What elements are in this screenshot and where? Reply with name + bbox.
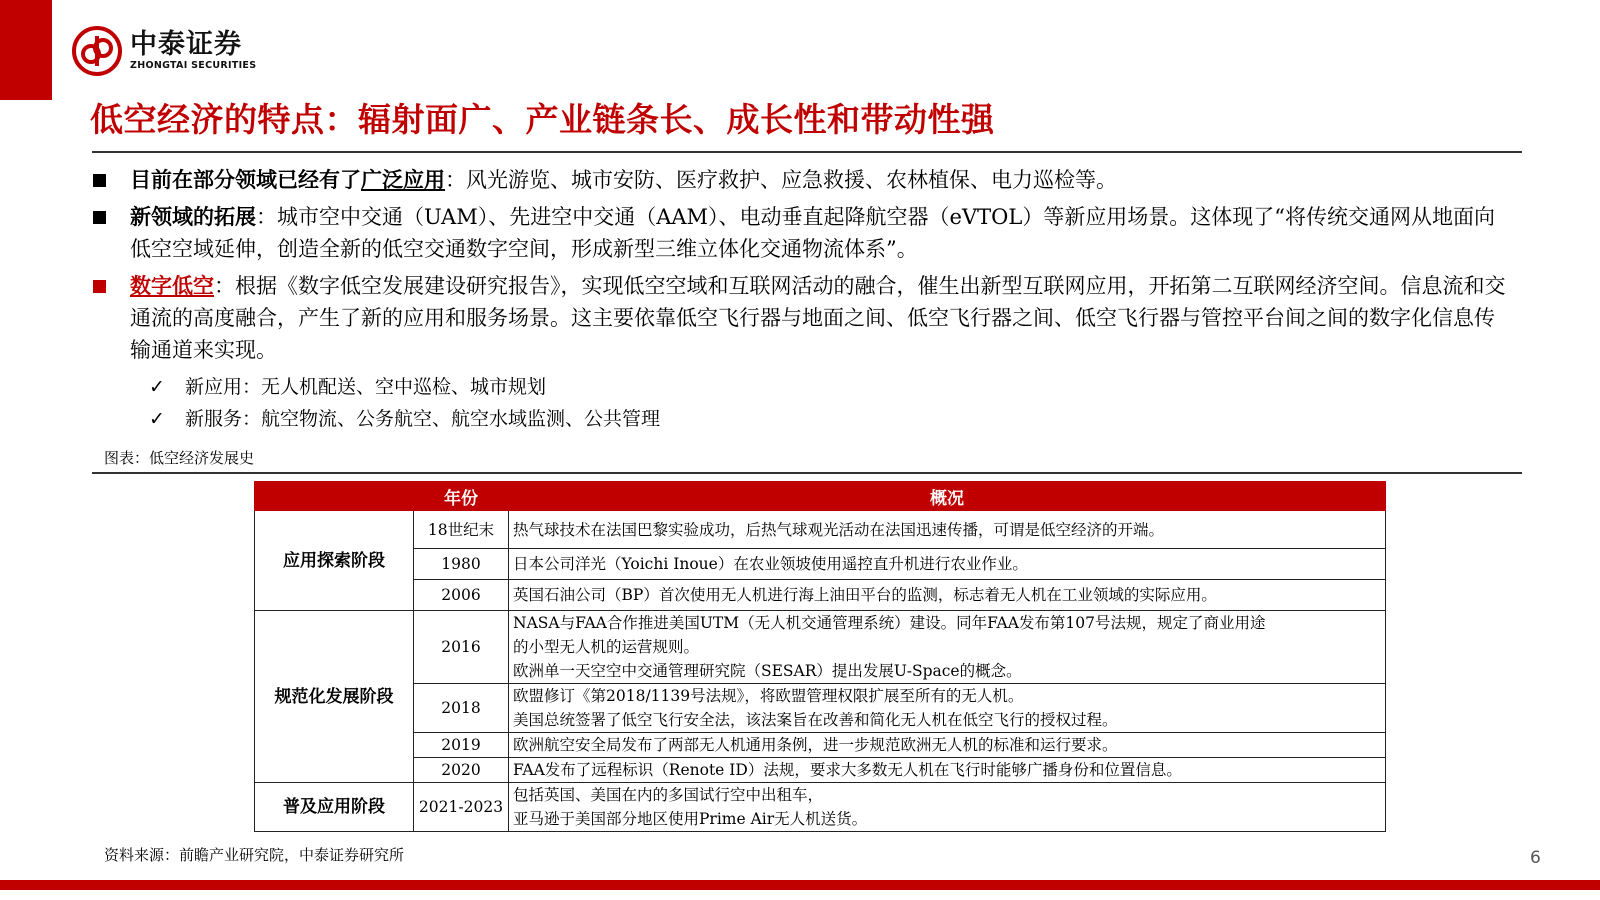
figure-caption: 图表：低空经济发展史: [104, 449, 255, 467]
year-cell: 2018: [414, 684, 509, 733]
year-cell: 2020: [414, 758, 509, 783]
desc-line: 日本公司洋光（Yoichi Inoue）在农业领坡使用遥控直升机进行农业作业。: [513, 555, 1028, 573]
year-cell: 18世纪末: [414, 511, 509, 549]
desc-line: 英国石油公司（BP）首次使用无人机进行海上油田平台的监测，标志着无人机在工业领域的实际应用。: [513, 586, 1217, 604]
table-row: [255, 580, 1386, 611]
desc-cell: [509, 580, 1386, 611]
source-note: 资料来源：前瞻产业研究院，中泰证券研究所: [104, 846, 405, 864]
history-table: [254, 481, 1386, 832]
bullet-text: [130, 164, 1513, 196]
year-cell: 2006: [414, 580, 509, 611]
page-number: 6: [1530, 848, 1541, 868]
bullet-list: [93, 164, 1513, 435]
checkmark-icon: ✓: [149, 408, 165, 430]
square-bullet-icon: [93, 280, 106, 293]
desc-line: 包括英国、美国在内的多国试行空中出租车，: [513, 786, 824, 804]
brand-logo: [72, 24, 256, 78]
year-cell: 1980: [414, 549, 509, 580]
brand-name-cn: 中泰证券: [130, 29, 242, 60]
desc-cell: [509, 758, 1386, 783]
desc-cell: [509, 733, 1386, 758]
check-text: 新服务：航空物流、公务航空、航空水域监测、公共管理: [185, 408, 661, 430]
corner-accent: [0, 0, 52, 100]
table-row: [255, 758, 1386, 783]
stage-cell: 应用探索阶段: [255, 511, 414, 611]
desc-line: 的小型无人机的运营规则。: [513, 638, 700, 656]
stage-cell: 规范化发展阶段: [255, 611, 414, 783]
bullet-item: [93, 270, 1513, 366]
bullet-head-underlined: 广泛应用: [361, 167, 445, 192]
stage-cell: 普及应用阶段: [255, 783, 414, 832]
table-row: [255, 549, 1386, 580]
header-year: 年份: [414, 482, 509, 511]
title-divider: [92, 151, 1522, 153]
bullet-item: [93, 201, 1513, 265]
table-row: [255, 611, 1386, 684]
desc-line: 热气球技术在法国巴黎实验成功，后热气球观光活动在法国迅速传播，可谓是低空经济的开端。: [513, 520, 1165, 539]
bottom-accent-bar: [0, 880, 1600, 890]
bullet-head-highlight: 数字低空: [130, 273, 214, 298]
bullet-body: ：风光游览、城市安防、医疗救护、应急救援、农林植保、电力巡检等。: [445, 168, 1117, 192]
zhongtai-logo-icon: [72, 26, 122, 76]
bullet-item: [93, 164, 1513, 196]
check-text: 新应用：无人机配送、空中巡检、城市规划: [185, 376, 547, 398]
header-overview: 概况: [509, 482, 1386, 511]
square-bullet-icon: [93, 211, 106, 224]
caption-divider: [92, 472, 1522, 474]
bullet-text: [130, 201, 1513, 265]
brand-name-en: ZHONGTAI SECURITIES: [130, 60, 257, 71]
desc-line: 亚马逊于美国部分地区使用Prime Air无人机送货。: [513, 810, 868, 828]
page-title: 低空经济的特点：辐射面广、产业链条长、成长性和带动性强: [90, 100, 995, 139]
table-row: [255, 733, 1386, 758]
bullet-body: ：根据《数字低空发展建设研究报告》，实现低空空域和互联网活动的融合，催生出新型互联网应用，开拓第二互联网经济空间。信息流和交通流的高度融合，产生了新的应用和服务场景。这主要依靠低空飞行器与地面之间、低空飞行器之间、低空飞行器与管控平台间之间的数字化信息传输通道来实现。: [130, 274, 1506, 362]
desc-line: 美国总统签署了低空飞行安全法，该法案旨在改善和简化无人机在低空飞行的授权过程。: [513, 711, 1118, 729]
checkmark-icon: ✓: [149, 376, 165, 398]
check-item: [149, 371, 1513, 403]
table-row: [255, 684, 1386, 733]
year-cell: 2016: [414, 611, 509, 684]
desc-cell: [509, 611, 1386, 684]
desc-line: 欧盟修订《第2018/1139号法规》，将欧盟管理权限扩展至所有的无人机。: [513, 687, 1024, 705]
bullet-text: [130, 270, 1513, 366]
desc-line: 欧洲单一天空空中交通管理研究院（SESAR）提出发展U-Space的概念。: [513, 662, 1022, 680]
desc-cell: [509, 511, 1386, 549]
bullet-head: 新领域的拓展: [130, 204, 256, 229]
bullet-body: ：城市空中交通（UAM）、先进空中交通（AAM）、电动垂直起降航空器（eVTOL）等新应用场景。这体现了“将传统交通网从地面向低空空域延伸，创造全新的低空交通数字空间，形成新型三维立体化交通物流体系”。: [130, 205, 1496, 261]
year-cell: 2021-2023: [414, 783, 509, 832]
bullet-head: 目前在部分领域已经有了: [130, 167, 361, 192]
header-stage: [255, 482, 414, 511]
square-bullet-icon: [93, 174, 106, 187]
table-row: [255, 783, 1386, 832]
desc-line: FAA发布了远程标识（Renote ID）法规，要求大多数无人机在飞行时能够广播身份和位置信息。: [513, 761, 1182, 779]
desc-cell: [509, 783, 1386, 832]
desc-line: NASA与FAA合作推进美国UTM（无人机交通管理系统）建设。同年FAA发布第107号法规，规定了商业用途: [513, 614, 1266, 632]
desc-cell: [509, 549, 1386, 580]
check-item: [149, 403, 1513, 435]
table-row: [255, 511, 1386, 549]
desc-cell: [509, 684, 1386, 733]
table-header-row: [255, 482, 1386, 511]
desc-line: 欧洲航空安全局发布了两部无人机通用条例，进一步规范欧洲无人机的标准和运行要求。: [513, 736, 1118, 754]
year-cell: 2019: [414, 733, 509, 758]
